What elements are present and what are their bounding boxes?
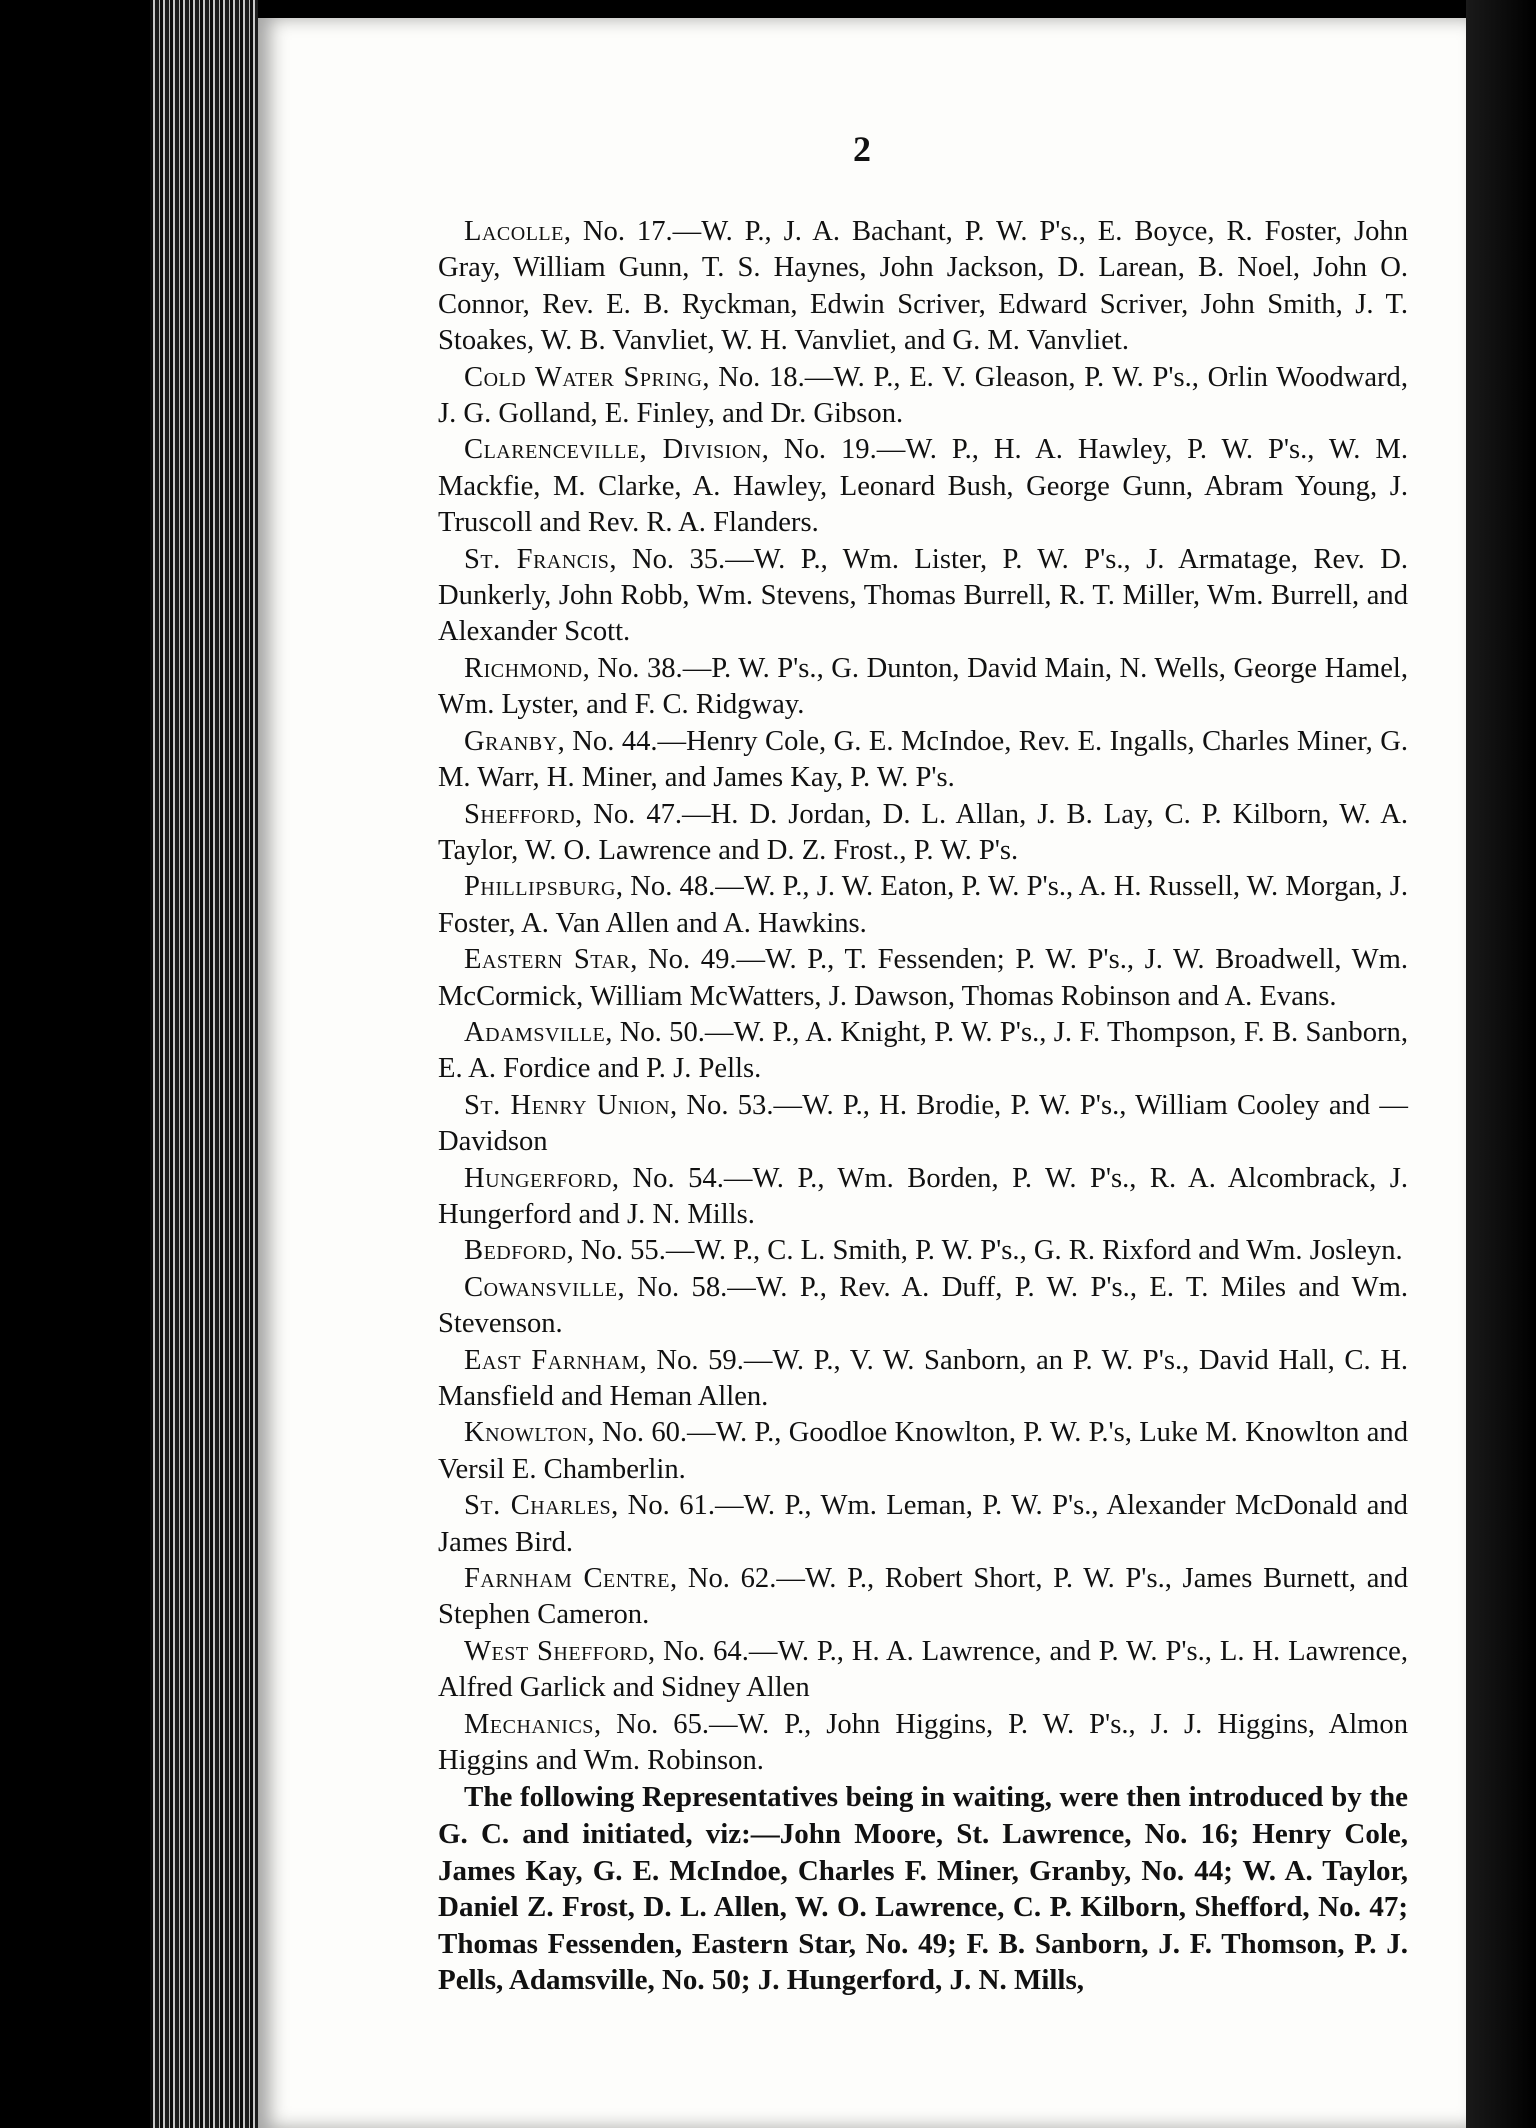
- lodge-members: , No. 48.—W. P., J. W. Eaton, P. W. P's., A. H. Russell, W. Morgan, J. Foster, A. Van Allen and A. Hawkins.: [438, 871, 1408, 939]
- lodge-members: , No. 60.—W. P., Goodloe Knowlton, P. W. P.'s, Luke M. Knowlton and Versil E. Chamberlin.: [438, 1417, 1408, 1485]
- lodge-entry: [438, 1561, 1408, 1634]
- lodge-entry: [438, 1707, 1408, 1780]
- lodge-entry: [438, 1088, 1408, 1161]
- lodge-name: Bedford: [464, 1235, 567, 1267]
- lodge-name: St. Francis: [464, 543, 610, 575]
- lodge-entry: [438, 214, 1408, 360]
- lodge-members: , No. 61.—W. P., Wm. Leman, P. W. P's., Alexander McDonald and James Bird.: [438, 1490, 1408, 1558]
- lodge-name: Hungerford: [464, 1162, 612, 1194]
- lodge-name: Shefford: [464, 798, 576, 830]
- lodge-entry-list: [438, 214, 1408, 1779]
- lodge-entry: [438, 651, 1408, 724]
- lodge-members: , No. 58.—W. P., Rev. A. Duff, P. W. P's., E. T. Miles and Wm. Stevenson.: [438, 1271, 1408, 1340]
- lodge-members: , No. 54.—W. P., Wm. Borden, P. W. P's., R. A. Alcombrack, J. Hungerford and J. N. Mills.: [438, 1162, 1408, 1230]
- lodge-entry: [438, 1270, 1408, 1343]
- lodge-name: Farnham Centre: [464, 1563, 670, 1595]
- lodge-entry: [438, 432, 1408, 541]
- lodge-members: , No. 18.—W. P., E. V. Gleason, P. W. P's., Orlin Woodward, J. G. Golland, E. Finley, and Dr. Gibson.: [438, 361, 1409, 430]
- closing-paragraph: The following Representatives being in waiting, were then introduced by the G. C. and initiated, viz:—John Moore, St. Lawrence, No. 16; Henry Cole, James Kay, G. E. McIndoe, Charles F. Miner, Granby, No. 44; W. A. Taylor, Daniel Z. Frost, D. L. Allen, W. O. Lawrence, C. P. Kilborn, Shefford, No. 47; Thomas Fessenden, Eastern Star, No. 49; F. B. Sanborn, J. F. Thomson, P. J. Pells, Adamsville, No. 50; J. Hungerford, J. N. Mills,: [438, 1781, 1408, 1997]
- lodge-name: Richmond: [464, 652, 583, 684]
- lodge-members: , No. 38.—P. W. P's., G. Dunton, David Main, N. Wells, George Hamel, Wm. Lyster, and F. C. Ridgway.: [438, 652, 1408, 721]
- lodge-name: St. Henry Union: [464, 1089, 670, 1121]
- lodge-entry: [438, 1233, 1408, 1269]
- lodge-name: St. Charles: [464, 1490, 612, 1522]
- lodge-name: East Farnham: [464, 1344, 640, 1376]
- lodge-members: , No. 47.—H. D. Jordan, D. L. Allan, J. B. Lay, C. P. Kilborn, W. A. Taylor, W. O. Lawrence and D. Z. Frost., P. W. P's.: [438, 798, 1408, 866]
- lodge-name: Adamsville: [464, 1016, 606, 1048]
- lodge-name: Lacolle: [464, 216, 564, 247]
- lodge-entry: [438, 942, 1408, 1015]
- lodge-entry: [438, 1343, 1408, 1416]
- page-body-text: [438, 214, 1408, 1999]
- book-binding-edge: [150, 0, 258, 2128]
- lodge-name: Cowansville: [464, 1271, 618, 1303]
- lodge-members: , No. 44.—Henry Cole, G. E. McIndoe, Rev. E. Ingalls, Charles Miner, G. M. Warr, H. Miner, and James Kay, P. W. P's.: [438, 725, 1408, 794]
- lodge-entry: [438, 1415, 1408, 1488]
- lodge-members: , No. 55.—W. P., C. L. Smith, P. W. P's., G. R. Rixford and Wm. Josleyn.: [566, 1235, 1403, 1267]
- lodge-name: Cold Water Spring: [464, 361, 703, 393]
- lodge-name: Mechanics: [464, 1708, 594, 1740]
- lodge-members: , No. 49.—W. P., T. Fessenden; P. W. P's., J. W. Broadwell, Wm. McCormick, William McWatters, J. Dawson, Thomas Robinson and A. Evans.: [438, 944, 1409, 1012]
- lodge-name: Phillipsburg: [464, 871, 616, 903]
- lodge-name: Granby: [464, 725, 558, 757]
- lodge-members: , No. 62.—W. P., Robert Short, P. W. P's., James Burnett, and Stephen Cameron.: [438, 1563, 1409, 1631]
- lodge-members: , No. 17.—W. P., J. A. Bachant, P. W. P's., E. Boyce, R. Foster, John Gray, William Gunn, T. S. Haynes, John Jackson, D. Larean, B. Noel, John O. Connor, Rev. E. B. Ryckman, Edwin Scriver, Edward Scriver, John Smith, J. T. Stoakes, W. B. Vanvliet, W. H. Vanvliet, and G. M. Vanvliet.: [438, 216, 1408, 357]
- lodge-members: , No. 65.—W. P., John Higgins, P. W. P's., J. J. Higgins, Almon Higgins and Wm. Robinson.: [438, 1708, 1408, 1777]
- lodge-members: , No. 35.—W. P., Wm. Lister, P. W. P's., J. Armatage, Rev. D. Dunkerly, John Robb, Wm. Stevens, Thomas Burrell, R. T. Miller, Wm. Burrell, and Alexander Scott.: [438, 543, 1408, 648]
- lodge-entry: [438, 797, 1408, 870]
- lodge-entry: [438, 1488, 1408, 1561]
- lodge-entry: [438, 1634, 1408, 1707]
- lodge-members: , No. 53.—W. P., H. Brodie, P. W. P's., William Cooley and — Davidson: [438, 1089, 1408, 1158]
- lodge-members: , No. 64.—W. P., H. A. Lawrence, and P. W. P's., L. H. Lawrence, Alfred Garlick and Sidney Allen: [438, 1635, 1408, 1704]
- lodge-name: West Shefford: [464, 1635, 649, 1667]
- scan-right-edge: [1466, 0, 1536, 2128]
- lodge-entry: [438, 869, 1408, 942]
- lodge-name: Knowlton: [464, 1417, 588, 1449]
- lodge-members: , No. 50.—W. P., A. Knight, P. W. P's., J. F. Thompson, F. B. Sanborn, E. A. Fordice and P. J. Pells.: [438, 1016, 1408, 1085]
- lodge-entry: [438, 1015, 1408, 1088]
- lodge-members: , No. 59.—W. P., V. W. Sanborn, an P. W. P's., David Hall, C. H. Mansfield and Heman Allen.: [438, 1344, 1409, 1412]
- lodge-entry: [438, 542, 1408, 651]
- page-number: 2: [853, 129, 871, 169]
- lodge-entry: [438, 1161, 1408, 1234]
- lodge-entry: [438, 724, 1408, 797]
- lodge-entry: [438, 360, 1408, 433]
- lodge-name: Eastern Star: [464, 944, 631, 976]
- lodge-members: , No. 19.—W. P., H. A. Hawley, P. W. P's., W. M. Mackfie, M. Clarke, A. Hawley, Leonard Bush, George Gunn, Abram Young, J. Truscoll and Rev. R. A. Flanders.: [438, 434, 1408, 539]
- book-page: [258, 18, 1466, 2128]
- lodge-name: Clarenceville, Division: [464, 434, 762, 466]
